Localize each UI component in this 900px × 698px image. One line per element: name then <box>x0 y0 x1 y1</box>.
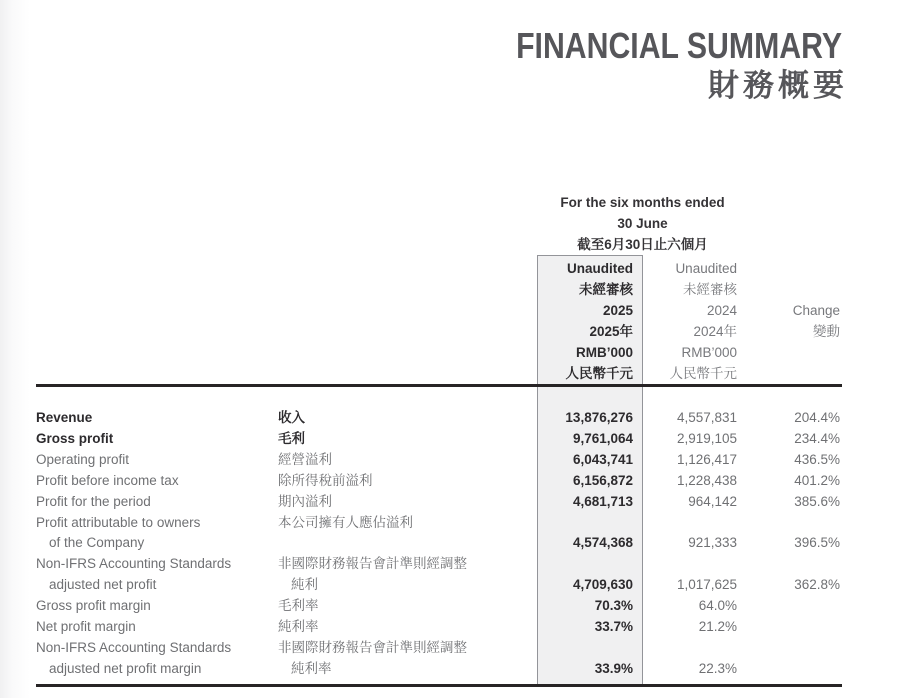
row-label-zh: 非國際財務報告會計準則經調整 <box>278 556 467 572</box>
row-label-en: Revenue <box>36 410 93 425</box>
value-change: 234.4% <box>794 430 840 446</box>
row-label-en: Gross profit margin <box>36 598 151 614</box>
col2024-currency-zh: 人民幣千元 <box>669 366 737 381</box>
value-2025 <box>503 638 633 659</box>
value-2024: 964,142 <box>688 493 737 509</box>
row-label-zh: 除所得稅前溢利 <box>278 472 373 488</box>
row-label-en: adjusted net profit <box>49 577 157 593</box>
table-row <box>0 492 900 513</box>
value-2025: 4,574,368 <box>572 535 633 551</box>
row-label-zh: 純利率 <box>278 619 319 635</box>
value-2024: 22.3% <box>698 660 737 676</box>
col2024-unaudited-zh: 未經審核 <box>683 282 737 297</box>
table-row <box>0 408 900 429</box>
value-2025: 13,876,276 <box>565 410 633 425</box>
table-row <box>0 617 900 638</box>
row-label-en: Profit for the period <box>36 493 151 509</box>
row-label-en: adjusted net profit margin <box>49 660 202 676</box>
col2024-currency: RMB’000 <box>681 345 737 360</box>
table-bottom-rule <box>36 684 842 687</box>
row-label-zh: 純利 <box>291 577 318 593</box>
row-label-en: Gross profit <box>36 430 114 446</box>
value-change <box>737 513 840 534</box>
row-label-en: Profit before income tax <box>36 472 179 488</box>
column-header-change <box>730 300 840 342</box>
value-change <box>737 638 840 659</box>
period-header <box>450 192 835 255</box>
row-label-zh <box>278 533 503 554</box>
table-row <box>0 533 900 554</box>
col2025-year-zh: 2025年 <box>589 324 633 339</box>
value-2024 <box>633 554 737 575</box>
table-row <box>0 575 900 596</box>
page-title-zh: 財務概要 <box>708 68 848 103</box>
row-label-zh: 毛利 <box>278 430 305 446</box>
value-change: 396.5% <box>794 535 840 551</box>
value-change: 204.4% <box>794 410 840 425</box>
period-line-2: 30 June <box>617 216 668 231</box>
value-2025: 4,681,713 <box>572 493 633 509</box>
value-2024: 64.0% <box>698 598 737 614</box>
col2024-unaudited: Unaudited <box>675 261 737 276</box>
value-2024 <box>633 638 737 659</box>
row-label-zh: 本公司擁有人應佔溢利 <box>278 514 413 530</box>
value-change: 385.6% <box>794 493 840 509</box>
period-line-1: For the six months ended <box>560 195 725 210</box>
value-2024: 4,557,831 <box>676 410 737 425</box>
value-2025: 9,761,064 <box>572 430 633 446</box>
table-row <box>0 471 900 492</box>
table-top-rule <box>36 384 842 387</box>
value-change <box>737 617 840 638</box>
value-change: 362.8% <box>794 577 840 593</box>
value-2025 <box>503 513 633 534</box>
column-header-2025 <box>503 258 633 384</box>
col2025-unaudited-zh: 未經審核 <box>579 282 633 297</box>
value-2025: 6,043,741 <box>572 451 633 467</box>
row-label-en: Net profit margin <box>36 619 136 635</box>
row-label-zh: 收入 <box>278 410 305 425</box>
table-row <box>0 513 900 534</box>
col2024-year-zh: 2024年 <box>693 324 737 339</box>
row-label-en: Profit attributable to owners <box>36 514 201 530</box>
value-2024: 921,333 <box>688 535 737 551</box>
value-2025: 33.7% <box>594 619 633 635</box>
row-label-zh: 純利率 <box>291 660 332 676</box>
change-label-zh: 變動 <box>813 324 840 339</box>
table-body <box>0 408 900 680</box>
period-line-3: 截至6月30日止六個月 <box>577 237 708 252</box>
row-label-en: Non-IFRS Accounting Standards <box>36 556 232 572</box>
row-label-zh: 期內溢利 <box>278 493 332 509</box>
table-row <box>0 450 900 471</box>
change-label-en: Change <box>792 303 840 318</box>
row-label-zh: 非國際財務報告會計準則經調整 <box>278 639 467 655</box>
value-2024: 2,919,105 <box>676 430 737 446</box>
row-label-zh: 毛利率 <box>278 598 319 614</box>
value-2025: 4,709,630 <box>572 577 633 593</box>
col2025-year: 2025 <box>602 303 633 318</box>
column-header-2024 <box>637 258 737 384</box>
table-row <box>0 638 900 659</box>
col2025-currency-zh: 人民幣千元 <box>565 366 633 381</box>
value-2025: 6,156,872 <box>572 472 633 488</box>
row-label-en: Non-IFRS Accounting Standards <box>36 639 232 655</box>
value-2024: 1,228,438 <box>676 472 737 488</box>
value-2024: 21.2% <box>698 619 737 635</box>
col2024-year: 2024 <box>706 303 737 318</box>
col2025-currency: RMB’000 <box>575 345 633 360</box>
table-row <box>0 554 900 575</box>
value-2024: 1,017,625 <box>676 577 737 593</box>
value-2024 <box>633 513 737 534</box>
row-label-en: Operating profit <box>36 451 130 467</box>
value-change <box>737 659 840 680</box>
page-title-en: FINANCIAL SUMMARY <box>516 25 842 66</box>
value-2025: 70.3% <box>594 598 633 614</box>
table-row <box>0 429 900 450</box>
value-change: 401.2% <box>794 472 840 488</box>
value-change: 436.5% <box>794 451 840 467</box>
value-2024: 1,126,417 <box>676 451 737 467</box>
value-2025: 33.9% <box>594 660 633 676</box>
value-change <box>737 554 840 575</box>
col2025-unaudited: Unaudited <box>567 261 633 276</box>
row-label-en: of the Company <box>49 535 145 551</box>
value-change <box>737 596 840 617</box>
value-2025 <box>503 554 633 575</box>
row-label-zh: 經營溢利 <box>278 451 332 467</box>
table-row <box>0 596 900 617</box>
table-row <box>0 659 900 680</box>
